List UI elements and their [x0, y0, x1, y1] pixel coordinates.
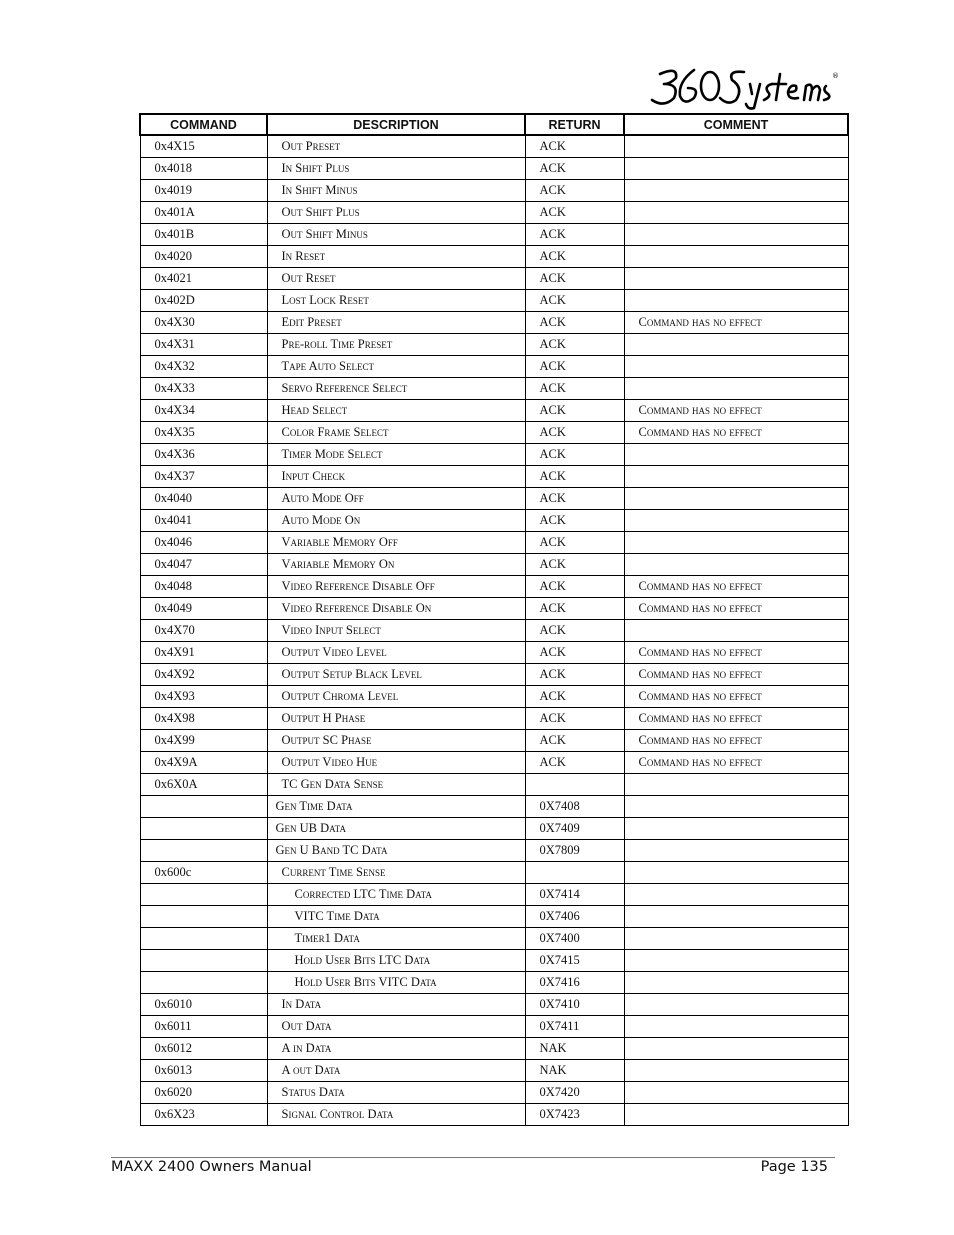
- table-row: [140, 642, 848, 664]
- table-row: [140, 620, 848, 642]
- comment-cell: [624, 620, 848, 642]
- table-row: [140, 246, 848, 268]
- comment-cell: [624, 444, 848, 466]
- command-cell: [140, 906, 267, 928]
- command-cell: 0x4X30: [140, 312, 267, 334]
- table-row: [140, 950, 848, 972]
- return-cell: ACK: [525, 488, 624, 510]
- description-cell: Lost Lock Reset: [267, 290, 525, 312]
- command-cell: 0x401A: [140, 202, 267, 224]
- return-cell: 0X7400: [525, 928, 624, 950]
- description-cell: Out Preset: [267, 135, 525, 158]
- command-cell: 0x4019: [140, 180, 267, 202]
- return-cell: ACK: [525, 664, 624, 686]
- command-cell: 0x4X99: [140, 730, 267, 752]
- description-cell: Auto Mode On: [267, 510, 525, 532]
- return-cell: ACK: [525, 246, 624, 268]
- table-row: [140, 1060, 848, 1082]
- description-cell: Out Reset: [267, 268, 525, 290]
- return-cell: ACK: [525, 268, 624, 290]
- table-row: [140, 554, 848, 576]
- command-cell: 0x4049: [140, 598, 267, 620]
- table-row: [140, 466, 848, 488]
- description-cell: Variable Memory Off: [267, 532, 525, 554]
- table-row: [140, 312, 848, 334]
- table-row: [140, 664, 848, 686]
- command-cell: 0x4X37: [140, 466, 267, 488]
- command-cell: 0x401B: [140, 224, 267, 246]
- comment-cell: Command has no effect: [624, 686, 848, 708]
- table-row: [140, 1082, 848, 1104]
- command-cell: 0x4020: [140, 246, 267, 268]
- table-row: [140, 598, 848, 620]
- description-cell: Head Select: [267, 400, 525, 422]
- comment-cell: Command has no effect: [624, 752, 848, 774]
- table-row: [140, 158, 848, 180]
- return-cell: ACK: [525, 334, 624, 356]
- return-cell: ACK: [525, 686, 624, 708]
- table-row: [140, 994, 848, 1016]
- table-row: [140, 378, 848, 400]
- comment-cell: [624, 862, 848, 884]
- comment-cell: [624, 246, 848, 268]
- table-row: [140, 135, 848, 158]
- description-cell: Current Time Sense: [267, 862, 525, 884]
- table-row: [140, 840, 848, 862]
- table-row: [140, 268, 848, 290]
- return-cell: 0X7406: [525, 906, 624, 928]
- comment-cell: [624, 180, 848, 202]
- return-cell: 0X7809: [525, 840, 624, 862]
- table-row: [140, 422, 848, 444]
- comment-cell: Command has no effect: [624, 664, 848, 686]
- return-cell: NAK: [525, 1038, 624, 1060]
- comment-cell: [624, 774, 848, 796]
- table-row: [140, 972, 848, 994]
- command-cell: 0x4046: [140, 532, 267, 554]
- table-row: [140, 576, 848, 598]
- comment-cell: [624, 334, 848, 356]
- description-cell: Status Data: [267, 1082, 525, 1104]
- comment-cell: Command has no effect: [624, 576, 848, 598]
- description-cell: Timer1 Data: [267, 928, 525, 950]
- command-cell: 0x4X91: [140, 642, 267, 664]
- description-cell: In Data: [267, 994, 525, 1016]
- table-row: [140, 400, 848, 422]
- table-row: [140, 884, 848, 906]
- comment-cell: [624, 554, 848, 576]
- registered-mark: ®: [832, 72, 839, 80]
- command-cell: [140, 796, 267, 818]
- command-cell: [140, 884, 267, 906]
- table-header-row: [140, 114, 848, 135]
- return-cell: ACK: [525, 224, 624, 246]
- return-cell: ACK: [525, 642, 624, 664]
- command-cell: 0x4X35: [140, 422, 267, 444]
- brand-logo: [648, 64, 840, 110]
- table-row: [140, 1104, 848, 1126]
- description-cell: Auto Mode Off: [267, 488, 525, 510]
- table-row: [140, 290, 848, 312]
- return-cell: ACK: [525, 554, 624, 576]
- header-comment: COMMENT: [624, 114, 848, 135]
- description-cell: Output H Phase: [267, 708, 525, 730]
- return-cell: 0X7410: [525, 994, 624, 1016]
- command-cell: 0x4X31: [140, 334, 267, 356]
- command-table: [139, 113, 849, 1126]
- return-cell: ACK: [525, 312, 624, 334]
- command-cell: 0x4X98: [140, 708, 267, 730]
- comment-cell: [624, 135, 848, 158]
- description-cell: Output Setup Black Level: [267, 664, 525, 686]
- comment-cell: Command has no effect: [624, 642, 848, 664]
- description-cell: VITC Time Data: [267, 906, 525, 928]
- table-row: [140, 774, 848, 796]
- table-row: [140, 752, 848, 774]
- comment-cell: Command has no effect: [624, 598, 848, 620]
- return-cell: 0X7415: [525, 950, 624, 972]
- description-cell: Video Input Select: [267, 620, 525, 642]
- header-return: RETURN: [525, 114, 624, 135]
- return-cell: ACK: [525, 620, 624, 642]
- command-cell: 0x4X36: [140, 444, 267, 466]
- footer-manual-title: MAXX 2400 Owners Manual: [111, 1159, 312, 1175]
- return-cell: ACK: [525, 400, 624, 422]
- command-cell: [140, 972, 267, 994]
- table-body: [140, 135, 848, 1126]
- comment-cell: [624, 1038, 848, 1060]
- return-cell: [525, 862, 624, 884]
- comment-cell: [624, 994, 848, 1016]
- command-cell: 0x6X23: [140, 1104, 267, 1126]
- return-cell: NAK: [525, 1060, 624, 1082]
- command-cell: 0x6012: [140, 1038, 267, 1060]
- command-cell: 0x4047: [140, 554, 267, 576]
- comment-cell: [624, 224, 848, 246]
- return-cell: 0X7409: [525, 818, 624, 840]
- table-row: [140, 730, 848, 752]
- description-cell: Color Frame Select: [267, 422, 525, 444]
- description-cell: Timer Mode Select: [267, 444, 525, 466]
- comment-cell: [624, 466, 848, 488]
- comment-cell: [624, 158, 848, 180]
- comment-cell: [624, 356, 848, 378]
- table-row: [140, 334, 848, 356]
- table-row: [140, 906, 848, 928]
- return-cell: 0X7408: [525, 796, 624, 818]
- return-cell: ACK: [525, 708, 624, 730]
- description-cell: A in Data: [267, 1038, 525, 1060]
- command-cell: 0x4018: [140, 158, 267, 180]
- description-cell: Variable Memory On: [267, 554, 525, 576]
- command-cell: [140, 928, 267, 950]
- comment-cell: [624, 840, 848, 862]
- description-cell: Hold User Bits LTC Data: [267, 950, 525, 972]
- comment-cell: Command has no effect: [624, 708, 848, 730]
- command-cell: 0x4X33: [140, 378, 267, 400]
- return-cell: 0X7411: [525, 1016, 624, 1038]
- return-cell: ACK: [525, 180, 624, 202]
- description-cell: Pre-roll Time Preset: [267, 334, 525, 356]
- description-cell: Gen UB Data: [267, 818, 525, 840]
- comment-cell: [624, 268, 848, 290]
- comment-cell: [624, 510, 848, 532]
- return-cell: ACK: [525, 510, 624, 532]
- return-cell: ACK: [525, 202, 624, 224]
- table-row: [140, 180, 848, 202]
- description-cell: Hold User Bits VITC Data: [267, 972, 525, 994]
- return-cell: 0X7420: [525, 1082, 624, 1104]
- comment-cell: [624, 884, 848, 906]
- description-cell: Out Data: [267, 1016, 525, 1038]
- return-cell: ACK: [525, 466, 624, 488]
- command-cell: 0x6011: [140, 1016, 267, 1038]
- comment-cell: [624, 950, 848, 972]
- description-cell: Gen Time Data: [267, 796, 525, 818]
- footer-rule: [111, 1157, 835, 1158]
- command-cell: 0x6010: [140, 994, 267, 1016]
- table-row: [140, 818, 848, 840]
- return-cell: ACK: [525, 158, 624, 180]
- return-cell: ACK: [525, 598, 624, 620]
- description-cell: Input Check: [267, 466, 525, 488]
- description-cell: Out Shift Minus: [267, 224, 525, 246]
- command-cell: 0x4X15: [140, 135, 267, 158]
- table-row: [140, 224, 848, 246]
- comment-cell: [624, 1082, 848, 1104]
- description-cell: Corrected LTC Time Data: [267, 884, 525, 906]
- description-cell: In Shift Plus: [267, 158, 525, 180]
- table-row: [140, 862, 848, 884]
- command-cell: [140, 818, 267, 840]
- description-cell: Gen U Band TC Data: [267, 840, 525, 862]
- return-cell: 0X7414: [525, 884, 624, 906]
- description-cell: Servo Reference Select: [267, 378, 525, 400]
- description-cell: Tape Auto Select: [267, 356, 525, 378]
- comment-cell: [624, 972, 848, 994]
- comment-cell: Command has no effect: [624, 400, 848, 422]
- footer-page-number: Page 135: [760, 1159, 828, 1175]
- header-description: DESCRIPTION: [267, 114, 525, 135]
- command-cell: 0x4021: [140, 268, 267, 290]
- comment-cell: [624, 818, 848, 840]
- command-cell: 0x4X93: [140, 686, 267, 708]
- comment-cell: [624, 290, 848, 312]
- table-row: [140, 444, 848, 466]
- table-row: [140, 1038, 848, 1060]
- table-row: [140, 532, 848, 554]
- table-row: [140, 796, 848, 818]
- command-cell: 0x4X70: [140, 620, 267, 642]
- comment-cell: [624, 532, 848, 554]
- table-row: [140, 356, 848, 378]
- command-cell: 0x6X0A: [140, 774, 267, 796]
- command-cell: 0x4041: [140, 510, 267, 532]
- table-row: [140, 1016, 848, 1038]
- description-cell: Output Chroma Level: [267, 686, 525, 708]
- comment-cell: [624, 488, 848, 510]
- comment-cell: Command has no effect: [624, 422, 848, 444]
- header-command: COMMAND: [140, 114, 267, 135]
- return-cell: ACK: [525, 135, 624, 158]
- command-cell: 0x4X34: [140, 400, 267, 422]
- return-cell: ACK: [525, 752, 624, 774]
- return-cell: ACK: [525, 444, 624, 466]
- description-cell: Output Video Level: [267, 642, 525, 664]
- command-cell: 0x4X9A: [140, 752, 267, 774]
- command-cell: 0x4X92: [140, 664, 267, 686]
- table-row: [140, 510, 848, 532]
- comment-cell: [624, 796, 848, 818]
- comment-cell: [624, 1016, 848, 1038]
- table-row: [140, 708, 848, 730]
- description-cell: In Shift Minus: [267, 180, 525, 202]
- comment-cell: [624, 928, 848, 950]
- return-cell: 0X7423: [525, 1104, 624, 1126]
- description-cell: Output SC Phase: [267, 730, 525, 752]
- description-cell: Signal Control Data: [267, 1104, 525, 1126]
- comment-cell: [624, 202, 848, 224]
- comment-cell: [624, 906, 848, 928]
- description-cell: A out Data: [267, 1060, 525, 1082]
- comment-cell: [624, 1060, 848, 1082]
- comment-cell: Command has no effect: [624, 730, 848, 752]
- comment-cell: [624, 1104, 848, 1126]
- description-cell: Video Reference Disable On: [267, 598, 525, 620]
- command-cell: 0x6013: [140, 1060, 267, 1082]
- return-cell: ACK: [525, 356, 624, 378]
- table-row: [140, 928, 848, 950]
- return-cell: [525, 774, 624, 796]
- return-cell: ACK: [525, 532, 624, 554]
- command-cell: 0x4048: [140, 576, 267, 598]
- return-cell: 0X7416: [525, 972, 624, 994]
- command-cell: 0x402D: [140, 290, 267, 312]
- command-cell: [140, 950, 267, 972]
- table-row: [140, 202, 848, 224]
- table-row: [140, 488, 848, 510]
- description-cell: Video Reference Disable Off: [267, 576, 525, 598]
- command-cell: [140, 840, 267, 862]
- table-row: [140, 686, 848, 708]
- comment-cell: [624, 378, 848, 400]
- comment-cell: Command has no effect: [624, 312, 848, 334]
- return-cell: ACK: [525, 290, 624, 312]
- command-cell: 0x6020: [140, 1082, 267, 1104]
- command-cell: 0x4X32: [140, 356, 267, 378]
- description-cell: TC Gen Data Sense: [267, 774, 525, 796]
- return-cell: ACK: [525, 378, 624, 400]
- command-cell: 0x600c: [140, 862, 267, 884]
- command-cell: 0x4040: [140, 488, 267, 510]
- return-cell: ACK: [525, 576, 624, 598]
- description-cell: In Reset: [267, 246, 525, 268]
- description-cell: Edit Preset: [267, 312, 525, 334]
- return-cell: ACK: [525, 730, 624, 752]
- return-cell: ACK: [525, 422, 624, 444]
- description-cell: Output Video Hue: [267, 752, 525, 774]
- description-cell: Out Shift Plus: [267, 202, 525, 224]
